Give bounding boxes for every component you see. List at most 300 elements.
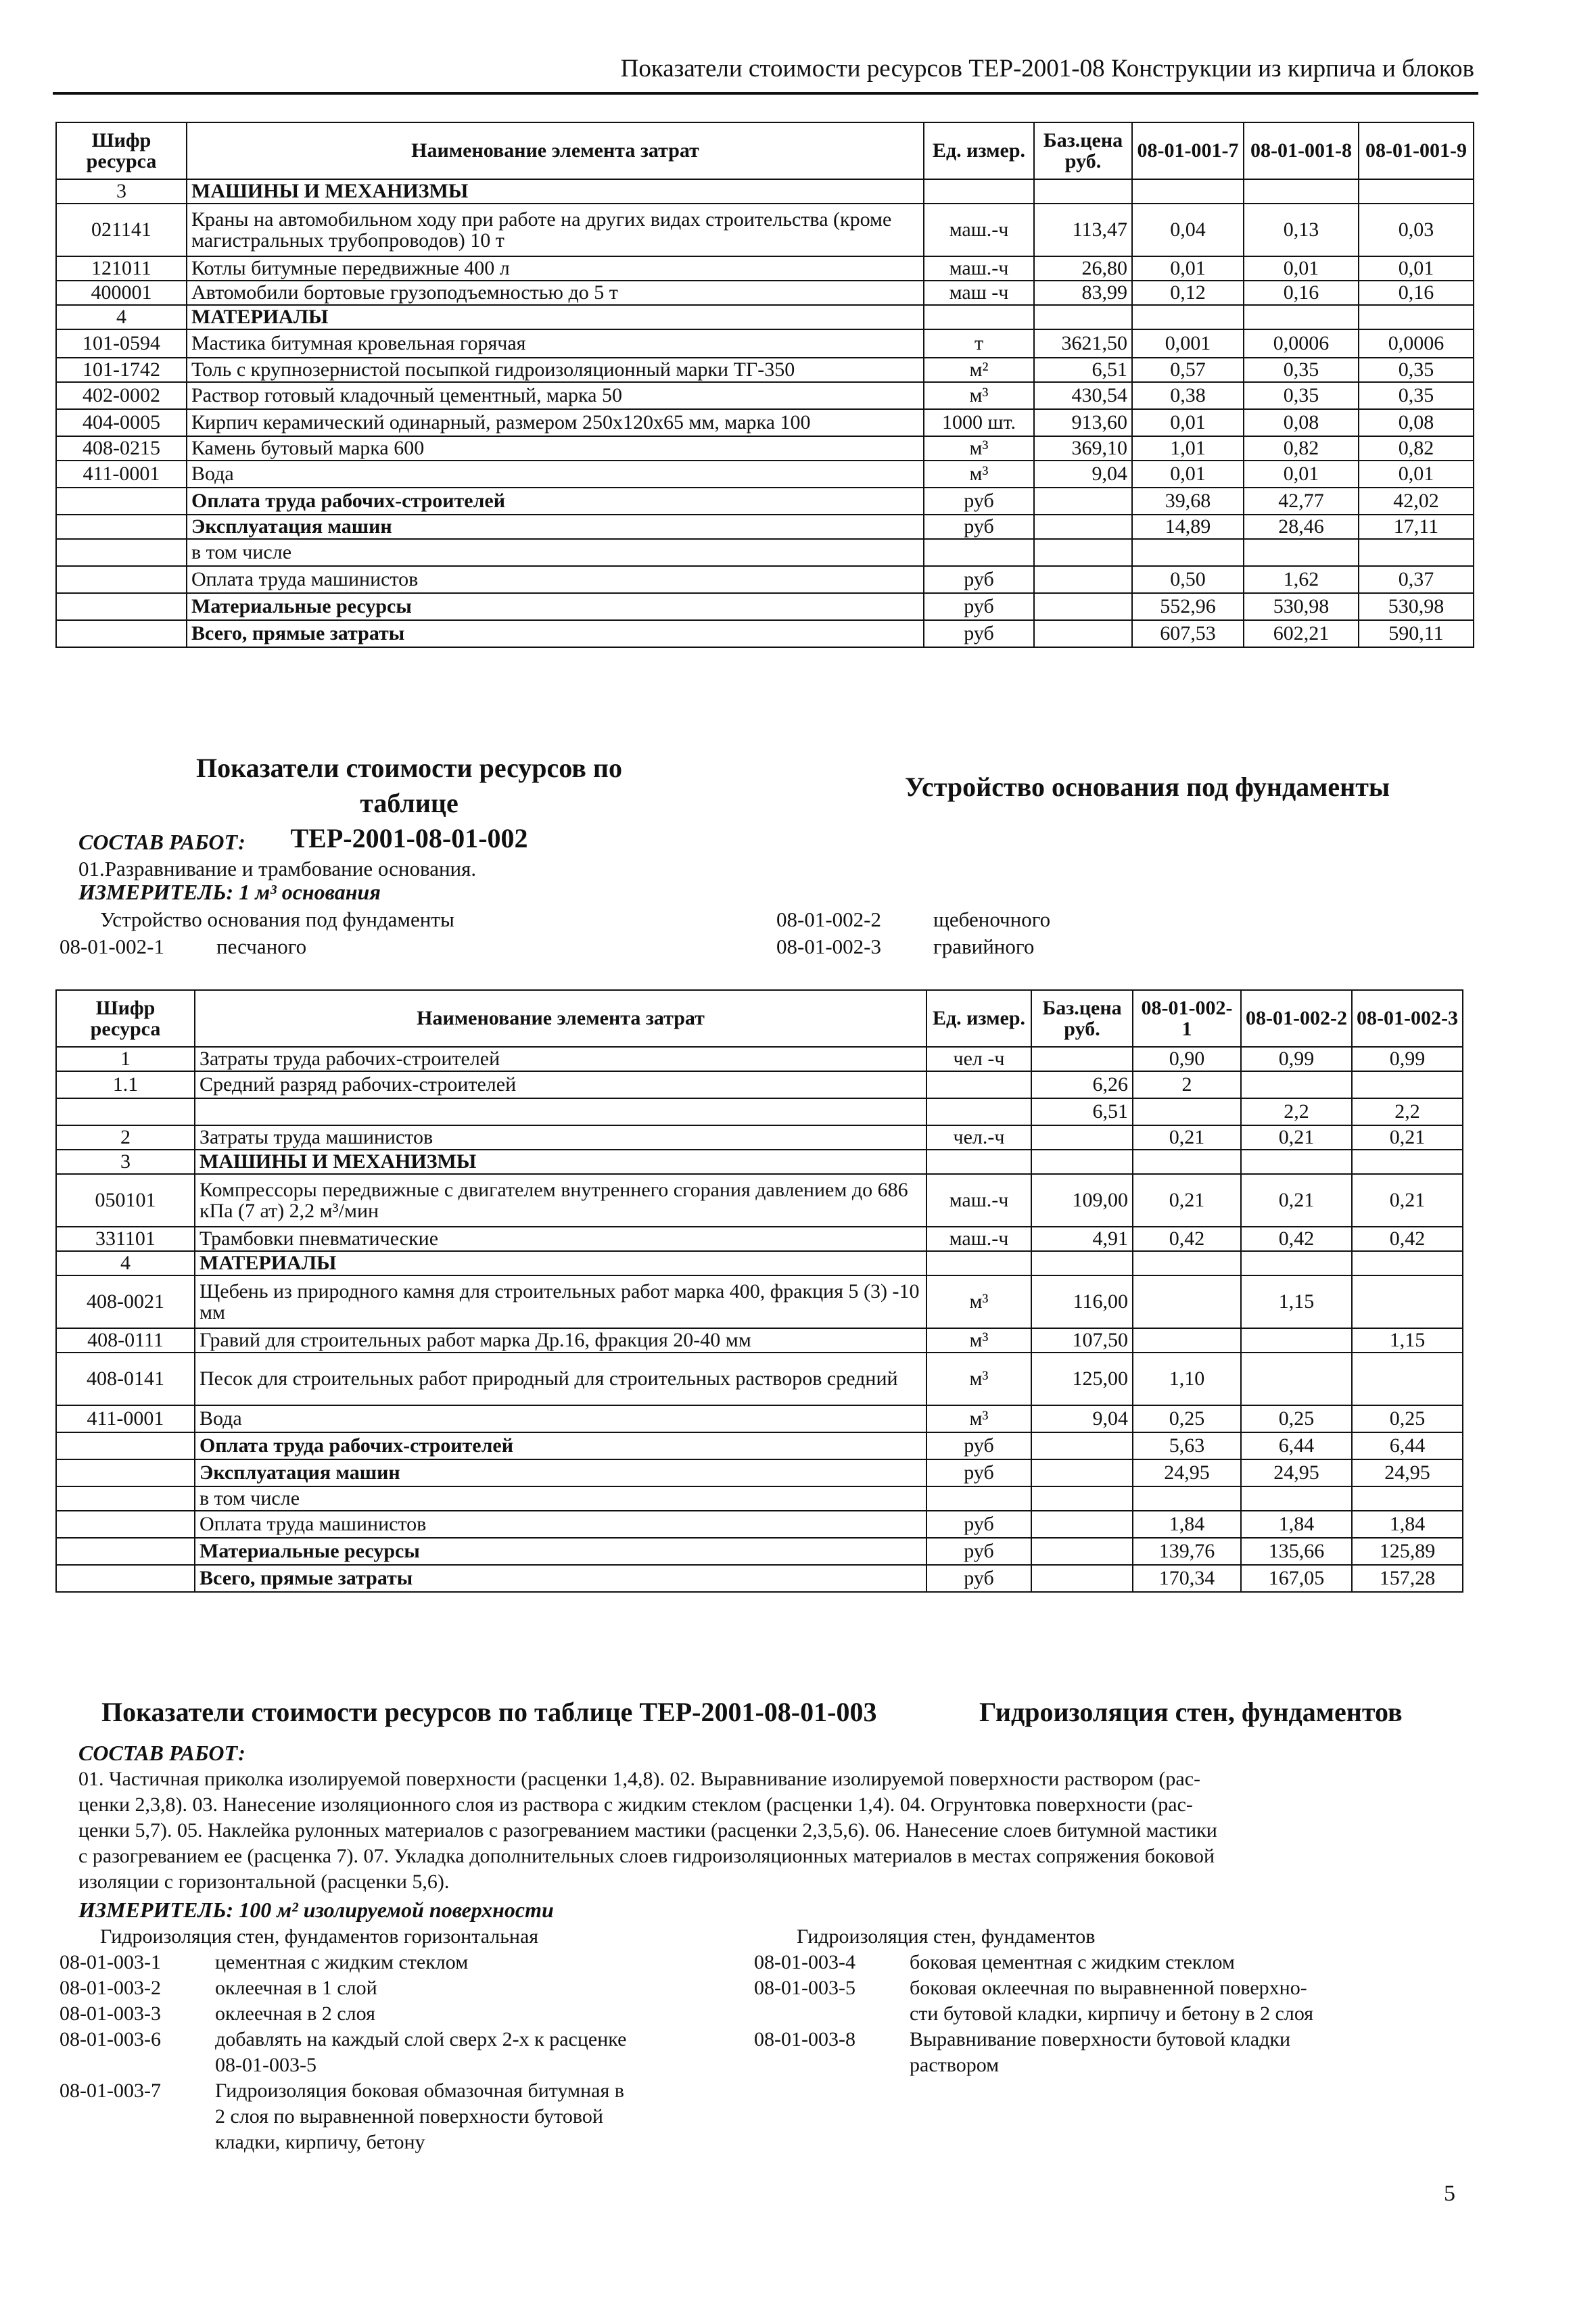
- section3-works-text: [78, 1766, 1478, 1895]
- resource-name: Материальные ресурсы: [187, 593, 924, 620]
- norm-value-2: 0,01: [1244, 461, 1359, 488]
- resource-price: 109,00: [1031, 1174, 1133, 1227]
- norm-value-2: 0,25: [1241, 1405, 1352, 1432]
- norm-value-1: 0,38: [1132, 382, 1244, 409]
- item-text: [910, 2027, 1290, 2078]
- list-item: [60, 1950, 736, 1975]
- resource-unit: чел.-ч: [926, 1125, 1031, 1150]
- resource-price: [1034, 620, 1132, 647]
- item-code: 08-01-003-3: [60, 2002, 161, 2025]
- resource-price: [1031, 1150, 1133, 1174]
- table-row: [56, 1150, 1463, 1174]
- norm-value-3: [1359, 539, 1474, 566]
- table-row: [56, 281, 1474, 305]
- list-item: [60, 2078, 736, 2155]
- resource-price: 83,99: [1034, 281, 1132, 305]
- resource-code: [56, 1459, 195, 1486]
- norm-value-1: 2: [1133, 1071, 1241, 1098]
- resource-code: 101-0594: [56, 329, 187, 358]
- resource-name: Гравий для строительных работ марка Др.16, фракция 20-40 мм: [195, 1328, 926, 1353]
- table-row: [56, 329, 1474, 358]
- resource-code: [56, 1432, 195, 1459]
- section2-item-text-1: песчаного: [216, 935, 307, 958]
- norm-value-3: [1352, 1275, 1463, 1328]
- resource-code: [56, 539, 187, 566]
- resource-unit: м³: [924, 382, 1034, 409]
- norm-value-1: [1133, 1098, 1241, 1125]
- norm-value-3: 24,95: [1352, 1459, 1463, 1486]
- resource-code: [56, 593, 187, 620]
- norm-value-2: 135,66: [1241, 1538, 1352, 1565]
- col-header-norm-3: 08-01-002-3: [1352, 990, 1463, 1047]
- item-text: [215, 2027, 626, 2078]
- norm-value-2: [1241, 1486, 1352, 1511]
- resource-name: Вода: [187, 461, 924, 488]
- table-row: [56, 461, 1474, 488]
- norm-value-3: 0,42: [1352, 1227, 1463, 1251]
- resource-unit: 1000 шт.: [924, 409, 1034, 436]
- norm-value-2: 530,98: [1244, 593, 1359, 620]
- resource-name: Щебень из природного камня для строительных работ марка 400, фракция 5 (3) -10 мм: [195, 1275, 926, 1328]
- resource-price: [1031, 1565, 1133, 1592]
- norm-value-1: 0,90: [1133, 1047, 1241, 1071]
- item-text-line: сти бутовой кладки, кирпичу и бетону в 2 слоя: [910, 2002, 1314, 2025]
- resource-code: 408-0111: [56, 1328, 195, 1353]
- resource-price: [1034, 593, 1132, 620]
- norm-value-1: 0,01: [1132, 461, 1244, 488]
- section2-item-code-3: 08-01-002-3: [776, 935, 881, 958]
- resource-price: [1031, 1459, 1133, 1486]
- resource-name: Краны на автомобильном ходу при работе на других видах строительства (кроме магистральных трубопроводов) 10 т: [187, 204, 924, 256]
- col-header-price: Баз.цена руб.: [1034, 122, 1132, 179]
- norm-value-2: 2,2: [1241, 1098, 1352, 1125]
- table-row: [56, 1098, 1463, 1125]
- norm-value-3: 42,02: [1359, 488, 1474, 515]
- resource-name: Затраты труда рабочих-строителей: [195, 1047, 926, 1071]
- table-row: [56, 1328, 1463, 1353]
- item-code: 08-01-003-7: [60, 2080, 161, 2102]
- norm-value-1: 0,25: [1133, 1405, 1241, 1432]
- table-row: [56, 409, 1474, 436]
- resource-name: Песок для строительных работ природный для строительных растворов средний: [195, 1353, 926, 1405]
- resource-name: Толь с крупнозернистой посыпкой гидроизоляционный марки ТГ-350: [187, 358, 924, 382]
- norm-value-3: [1359, 179, 1474, 204]
- resource-price: [1034, 305, 1132, 329]
- section3-right-heading: Гидроизоляция стен, фундаментов: [797, 1925, 1096, 1948]
- resource-name: Раствор готовый кладочный цементный, марка 50: [187, 382, 924, 409]
- resource-price: [1031, 1511, 1133, 1538]
- norm-value-3: 530,98: [1359, 593, 1474, 620]
- resource-code: [56, 620, 187, 647]
- norm-value-2: 0,16: [1244, 281, 1359, 305]
- norm-value-1: [1133, 1150, 1241, 1174]
- norm-value-1: [1132, 305, 1244, 329]
- table-row: [56, 1251, 1463, 1275]
- resource-price: [1034, 179, 1132, 204]
- resource-unit: маш -ч: [924, 281, 1034, 305]
- resource-unit: м³: [924, 461, 1034, 488]
- resource-unit: руб: [924, 515, 1034, 539]
- section2-title-line2: ТЕР-2001-08-01-002: [290, 823, 528, 853]
- resource-price: 125,00: [1031, 1353, 1133, 1405]
- resource-code: 3: [56, 1150, 195, 1174]
- norm-value-1: [1132, 179, 1244, 204]
- resource-code: 411-0001: [56, 1405, 195, 1432]
- item-code: 08-01-003-1: [60, 1951, 161, 1973]
- norm-value-2: 0,42: [1241, 1227, 1352, 1251]
- resource-code: [56, 488, 187, 515]
- item-code: 08-01-003-2: [60, 1977, 161, 1999]
- norm-value-1: 0,01: [1132, 256, 1244, 281]
- resource-price: 3621,50: [1034, 329, 1132, 358]
- resource-unit: [924, 539, 1034, 566]
- resource-price: [1031, 1486, 1133, 1511]
- norm-value-1: 0,50: [1132, 566, 1244, 593]
- norm-value-1: 1,01: [1132, 436, 1244, 461]
- section3-works-label: СОСТАВ РАБОТ:: [78, 1741, 245, 1765]
- resource-price: 6,51: [1031, 1098, 1133, 1125]
- resource-code: 411-0001: [56, 461, 187, 488]
- table-row: [56, 1047, 1463, 1071]
- section3-subject: Гидроизоляция стен, фундаментов: [979, 1697, 1403, 1727]
- resource-code: [56, 1538, 195, 1565]
- norm-value-1: 170,34: [1133, 1565, 1241, 1592]
- resource-code: [56, 515, 187, 539]
- list-item: [754, 2027, 1484, 2078]
- table-row: [56, 1459, 1463, 1486]
- works-line: 01. Частичная приколка изолируемой поверхности (расценки 1,4,8). 02. Выравнивание изолируемой поверхности раствором (рас-: [78, 1768, 1201, 1790]
- resource-code: [56, 1565, 195, 1592]
- norm-value-2: [1244, 539, 1359, 566]
- resource-unit: руб: [924, 593, 1034, 620]
- resource-name: в том числе: [187, 539, 924, 566]
- section3-meter-label: ИЗМЕРИТЕЛЬ: 100 м² изолируемой поверхности: [78, 1898, 554, 1922]
- resource-unit: м³: [924, 436, 1034, 461]
- norm-value-1: 0,001: [1132, 329, 1244, 358]
- norm-value-3: 1,15: [1352, 1328, 1463, 1353]
- norm-value-2: 0,82: [1244, 436, 1359, 461]
- table-row: [56, 1071, 1463, 1098]
- page-header-title: Показатели стоимости ресурсов ТЕР-2001-08 Конструкции из кирпича и блоков: [620, 55, 1474, 83]
- resource-price: 369,10: [1034, 436, 1132, 461]
- table-row: [56, 1486, 1463, 1511]
- table-row: [56, 539, 1474, 566]
- resource-unit: [926, 1486, 1031, 1511]
- norm-value-3: 0,25: [1352, 1405, 1463, 1432]
- resource-name: МАТЕРИАЛЫ: [195, 1251, 926, 1275]
- norm-value-1: [1132, 539, 1244, 566]
- norm-value-1: 0,04: [1132, 204, 1244, 256]
- section2-item-text-2: щебеночного: [933, 908, 1051, 931]
- resource-name: Всего, прямые затраты: [195, 1565, 926, 1592]
- resource-price: [1031, 1538, 1133, 1565]
- resource-name: Вода: [195, 1405, 926, 1432]
- norm-value-3: 17,11: [1359, 515, 1474, 539]
- resource-unit: [924, 179, 1034, 204]
- item-text-line: боковая цементная с жидким стеклом: [910, 1951, 1235, 1973]
- resource-code: [56, 1098, 195, 1125]
- norm-value-2: 6,44: [1241, 1432, 1352, 1459]
- resource-code: 021141: [56, 204, 187, 256]
- resource-name: [195, 1098, 926, 1125]
- item-text-line: цементная с жидким стеклом: [215, 1951, 469, 1973]
- norm-value-2: 24,95: [1241, 1459, 1352, 1486]
- table-row: [56, 1405, 1463, 1432]
- works-line: ценки 5,7). 05. Наклейка рулонных материалов с разогреванием мастики (расценки 2,3,5,6). 06. Нанесение слоев битумной мастики: [78, 1819, 1217, 1841]
- resource-unit: маш.-ч: [926, 1174, 1031, 1227]
- norm-value-1: [1133, 1486, 1241, 1511]
- norm-value-2: [1241, 1071, 1352, 1098]
- table-row: [56, 1227, 1463, 1251]
- resource-name: Трамбовки пневматические: [195, 1227, 926, 1251]
- resource-code: 408-0215: [56, 436, 187, 461]
- section2-works-label: СОСТАВ РАБОТ:: [78, 830, 245, 854]
- resource-name: МАТЕРИАЛЫ: [187, 305, 924, 329]
- table-row: [56, 358, 1474, 382]
- norm-value-3: 0,82: [1359, 436, 1474, 461]
- item-text-line: кладки, кирпичу, бетону: [215, 2131, 425, 2153]
- table-row: [56, 305, 1474, 329]
- norm-value-3: 0,99: [1352, 1047, 1463, 1071]
- norm-value-3: 0,08: [1359, 409, 1474, 436]
- resource-unit: [926, 1098, 1031, 1125]
- norm-value-2: [1244, 179, 1359, 204]
- resource-unit: м³: [926, 1275, 1031, 1328]
- item-text-line: 2 слоя по выравненной поверхности бутовой: [215, 2105, 603, 2128]
- item-code: 08-01-003-5: [754, 1977, 855, 1999]
- resource-name: Эксплуатация машин: [195, 1459, 926, 1486]
- resource-code: 1: [56, 1047, 195, 1071]
- section2-meter-label: ИЗМЕРИТЕЛЬ: 1 м³ основания: [78, 880, 381, 904]
- norm-value-3: 1,84: [1352, 1511, 1463, 1538]
- norm-value-1: 0,21: [1133, 1125, 1241, 1150]
- resource-unit: руб: [924, 620, 1034, 647]
- norm-value-3: [1352, 1251, 1463, 1275]
- col-header-code: Шифр ресурса: [56, 990, 195, 1047]
- norm-value-1: [1133, 1251, 1241, 1275]
- section3-title: Показатели стоимости ресурсов по таблице ТЕР-2001-08-01-003: [101, 1697, 877, 1727]
- resource-table-002: [55, 989, 1463, 1593]
- resource-price: 430,54: [1034, 382, 1132, 409]
- item-text-line: Гидроизоляция боковая обмазочная битумная в: [215, 2080, 624, 2102]
- resource-code: 4: [56, 305, 187, 329]
- resource-name: Компрессоры передвижные с двигателем внутреннего сгорания давлением до 686 кПа (7 ат) 2,2 м³/мин: [195, 1174, 926, 1227]
- resource-code: [56, 566, 187, 593]
- resource-name: МАШИНЫ И МЕХАНИЗМЫ: [195, 1150, 926, 1174]
- norm-value-1: [1133, 1328, 1241, 1353]
- resource-unit: маш.-ч: [924, 204, 1034, 256]
- resource-unit: руб: [924, 566, 1034, 593]
- norm-value-3: [1352, 1486, 1463, 1511]
- norm-value-3: 0,01: [1359, 461, 1474, 488]
- resource-price: [1034, 539, 1132, 566]
- col-header-norm-2: 08-01-002-2: [1241, 990, 1352, 1047]
- list-item: [60, 1975, 736, 2001]
- table-row: [56, 436, 1474, 461]
- resource-price: [1034, 488, 1132, 515]
- table-row: [56, 515, 1474, 539]
- norm-value-2: 0,99: [1241, 1047, 1352, 1071]
- norm-value-3: 0,0006: [1359, 329, 1474, 358]
- resource-code: 101-1742: [56, 358, 187, 382]
- norm-value-3: 590,11: [1359, 620, 1474, 647]
- item-text: [910, 1950, 1235, 1975]
- section2-works-text: 01.Разравнивание и трамбование основания.: [78, 857, 477, 881]
- norm-value-1: 1,84: [1133, 1511, 1241, 1538]
- section3-left-items: [60, 1950, 736, 2155]
- item-text: [910, 1975, 1313, 2027]
- norm-value-2: 602,21: [1244, 620, 1359, 647]
- item-text-line: оклеечная в 2 слоя: [215, 2002, 375, 2025]
- works-line: изоляции с горизонтальной (расценки 5,6).: [78, 1871, 450, 1893]
- col-header-name: Наименование элемента затрат: [187, 122, 924, 179]
- resource-code: 050101: [56, 1174, 195, 1227]
- norm-value-1: 0,57: [1132, 358, 1244, 382]
- norm-value-1: 0,12: [1132, 281, 1244, 305]
- resource-price: [1031, 1432, 1133, 1459]
- col-header-norm-1: 08-01-002-1: [1133, 990, 1241, 1047]
- norm-value-1: 1,10: [1133, 1353, 1241, 1405]
- resource-code: 408-0021: [56, 1275, 195, 1328]
- resource-code: 3: [56, 179, 187, 204]
- norm-value-1: 0,42: [1133, 1227, 1241, 1251]
- col-header-unit: Ед. измер.: [924, 122, 1034, 179]
- col-header-norm-2: 08-01-001-8: [1244, 122, 1359, 179]
- resource-price: [1034, 566, 1132, 593]
- table-row: [56, 1275, 1463, 1328]
- resource-unit: м²: [924, 358, 1034, 382]
- list-item: [754, 1950, 1484, 1975]
- norm-value-2: 1,62: [1244, 566, 1359, 593]
- norm-value-2: 167,05: [1241, 1565, 1352, 1592]
- table-row: [56, 566, 1474, 593]
- norm-value-3: [1352, 1150, 1463, 1174]
- resource-price: 26,80: [1034, 256, 1132, 281]
- table-row: [56, 382, 1474, 409]
- norm-value-3: 0,03: [1359, 204, 1474, 256]
- resource-unit: маш.-ч: [924, 256, 1034, 281]
- section3-left-heading: Гидроизоляция стен, фундаментов горизонтальная: [100, 1925, 539, 1948]
- item-code: 08-01-003-6: [60, 2028, 161, 2050]
- col-header-unit: Ед. измер.: [926, 990, 1031, 1047]
- resource-unit: [926, 1251, 1031, 1275]
- table-row: [56, 488, 1474, 515]
- resource-unit: [926, 1150, 1031, 1174]
- resource-unit: руб: [926, 1538, 1031, 1565]
- resource-unit: чел -ч: [926, 1047, 1031, 1071]
- section2-title-line1: Показатели стоимости ресурсов по таблице: [196, 753, 622, 818]
- norm-value-2: 0,01: [1244, 256, 1359, 281]
- resource-price: 9,04: [1031, 1405, 1133, 1432]
- resource-code: 331101: [56, 1227, 195, 1251]
- resource-unit: руб: [926, 1432, 1031, 1459]
- section3-right-items: [754, 1950, 1484, 2078]
- table-row: [56, 256, 1474, 281]
- header-rule: [53, 92, 1478, 95]
- norm-value-3: 125,89: [1352, 1538, 1463, 1565]
- norm-value-1: 0,01: [1132, 409, 1244, 436]
- resource-code: 402-0002: [56, 382, 187, 409]
- resource-unit: м³: [926, 1405, 1031, 1432]
- resource-unit: руб: [926, 1565, 1031, 1592]
- section2-item-text-3: гравийного: [933, 935, 1035, 958]
- resource-unit: руб: [924, 488, 1034, 515]
- item-text: [215, 2078, 624, 2155]
- norm-value-1: 14,89: [1132, 515, 1244, 539]
- norm-value-3: [1352, 1071, 1463, 1098]
- resource-name: МАШИНЫ И МЕХАНИЗМЫ: [187, 179, 924, 204]
- norm-value-2: 0,35: [1244, 382, 1359, 409]
- table-row: [56, 620, 1474, 647]
- resource-name: Оплата труда машинистов: [195, 1511, 926, 1538]
- item-text-line: 08-01-003-5: [215, 2054, 316, 2076]
- resource-price: 6,26: [1031, 1071, 1133, 1098]
- norm-value-2: [1244, 305, 1359, 329]
- resource-name: Средний разряд рабочих-строителей: [195, 1071, 926, 1098]
- resource-price: 116,00: [1031, 1275, 1133, 1328]
- norm-value-3: 0,35: [1359, 358, 1474, 382]
- norm-value-1: 39,68: [1132, 488, 1244, 515]
- resource-table-001: [55, 122, 1474, 648]
- section2-subject: Устройство основания под фундаменты: [905, 772, 1390, 802]
- table-row: [56, 593, 1474, 620]
- col-header-code: Шифр ресурса: [56, 122, 187, 179]
- norm-value-3: 157,28: [1352, 1565, 1463, 1592]
- item-text-line: раствором: [910, 2054, 1000, 2076]
- resource-code: 2: [56, 1125, 195, 1150]
- norm-value-2: 42,77: [1244, 488, 1359, 515]
- item-text-line: добавлять на каждый слой сверх 2-х к расценке: [215, 2028, 627, 2050]
- norm-value-2: 0,08: [1244, 409, 1359, 436]
- col-header-price: Баз.цена руб.: [1031, 990, 1133, 1047]
- norm-value-2: [1241, 1150, 1352, 1174]
- resource-name: Эксплуатация машин: [187, 515, 924, 539]
- resource-price: 913,60: [1034, 409, 1132, 436]
- norm-value-3: 0,16: [1359, 281, 1474, 305]
- norm-value-1: 139,76: [1133, 1538, 1241, 1565]
- section2-item-code-1: 08-01-002-1: [60, 935, 164, 958]
- item-text-line: оклеечная в 1 слой: [215, 1977, 377, 1999]
- norm-value-2: 1,15: [1241, 1275, 1352, 1328]
- item-text: [215, 2001, 375, 2027]
- resource-unit: руб: [926, 1459, 1031, 1486]
- works-line: с разогреванием ее (расценка 7). 07. Укладка дополнительных слоев гидроизоляционных материалов в местах сопряжения боковой: [78, 1845, 1215, 1867]
- resource-code: [56, 1511, 195, 1538]
- resource-name: Котлы битумные передвижные 400 л: [187, 256, 924, 281]
- resource-name: Всего, прямые затраты: [187, 620, 924, 647]
- list-item: [754, 1975, 1484, 2027]
- section2-items-heading: Устройство основания под фундаменты: [100, 908, 454, 931]
- resource-price: 4,91: [1031, 1227, 1133, 1251]
- table-row: [56, 179, 1474, 204]
- resource-unit: м³: [926, 1353, 1031, 1405]
- norm-value-2: 28,46: [1244, 515, 1359, 539]
- norm-value-2: 0,21: [1241, 1125, 1352, 1150]
- item-code: 08-01-003-4: [754, 1951, 855, 1973]
- resource-name: Оплата труда рабочих-строителей: [195, 1432, 926, 1459]
- col-header-norm-1: 08-01-001-7: [1132, 122, 1244, 179]
- item-text-line: боковая оклеечная по выравненной поверхно-: [910, 1977, 1307, 1999]
- norm-value-3: 0,21: [1352, 1125, 1463, 1150]
- resource-price: [1034, 515, 1132, 539]
- norm-value-3: 0,01: [1359, 256, 1474, 281]
- norm-value-2: 0,13: [1244, 204, 1359, 256]
- resource-name: Кирпич керамический одинарный, размером 250х120х65 мм, марка 100: [187, 409, 924, 436]
- resource-price: 107,50: [1031, 1328, 1133, 1353]
- resource-name: Оплата труда рабочих-строителей: [187, 488, 924, 515]
- resource-price: [1031, 1125, 1133, 1150]
- resource-unit: маш.-ч: [926, 1227, 1031, 1251]
